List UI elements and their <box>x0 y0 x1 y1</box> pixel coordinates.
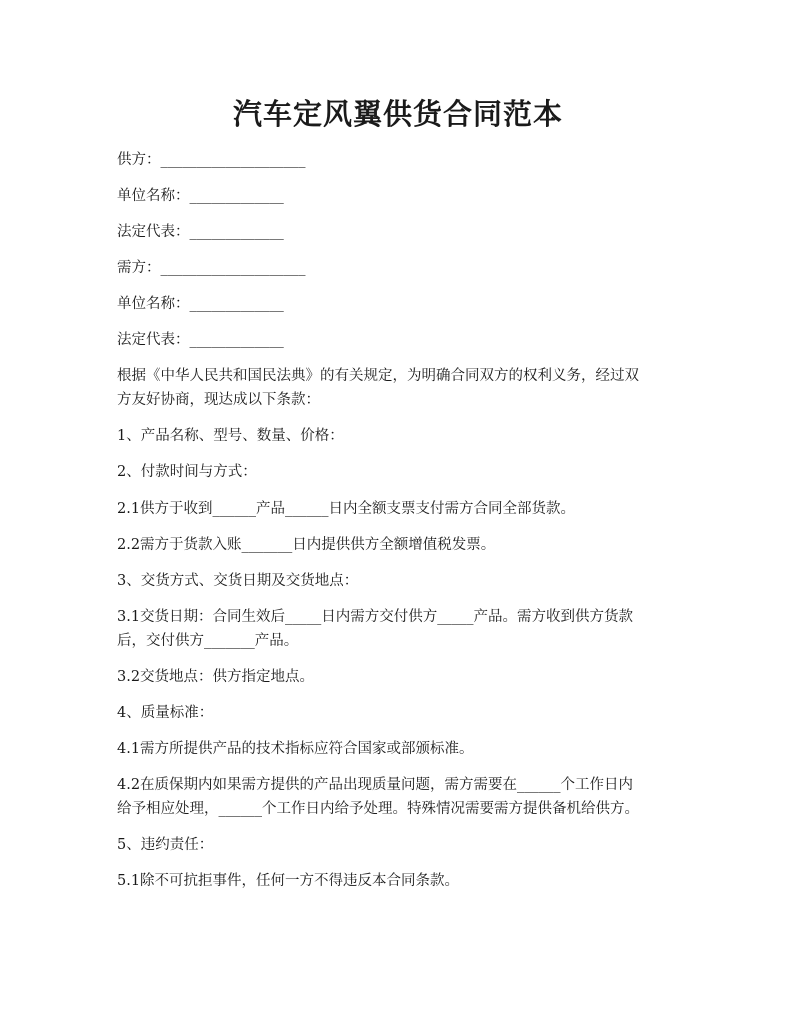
clause-3-1-line-1: 3.1交货日期：合同生效后_____日内需方交付供方_____产品。需方收到供方货款 <box>117 609 634 625</box>
supplier-unit-name-line: 单位名称：_____________ <box>117 188 284 204</box>
clause-5-heading: 5、违约责任： <box>117 837 214 853</box>
supplier-legal-rep-line: 法定代表：_____________ <box>117 224 284 240</box>
clause-2-1: 2.1供方于收到______产品______日内全额支票支付需方合同全部货款。 <box>117 501 576 517</box>
buyer-line: 需方：____________________ <box>117 260 306 276</box>
document-title: 汽车定风翼供货合同范本 <box>232 97 563 131</box>
clause-2-2: 2.2需方于货款入账_______日内提供供方全额增值税发票。 <box>117 537 496 553</box>
clause-3-heading: 3、交货方式、交货日期及交货地点： <box>117 573 359 589</box>
clause-4-2-line-1: 4.2在质保期内如果需方提供的产品出现质量问题，需方需要在______个工作日内 <box>117 777 634 793</box>
clause-4-heading: 4、质量标准： <box>117 705 214 721</box>
clause-1-heading: 1、产品名称、型号、数量、价格： <box>117 428 344 444</box>
clause-3-1-line-2: 后，交付供方_______产品。 <box>117 633 299 649</box>
preamble-line-1: 根据《中华人民共和国民法典》的有关规定，为明确合同双方的权利义务，经过双 <box>117 368 639 384</box>
supplier-line: 供方：____________________ <box>117 152 306 168</box>
clause-3-2: 3.2交货地点：供方指定地点。 <box>117 669 315 685</box>
clause-4-1: 4.1需方所提供产品的技术指标应符合国家或部颁标准。 <box>117 741 474 757</box>
preamble-line-2: 方友好协商，现达成以下条款： <box>117 392 320 408</box>
clause-2-heading: 2、付款时间与方式： <box>117 464 257 480</box>
buyer-unit-name-line: 单位名称：_____________ <box>117 296 284 312</box>
clause-5-1: 5.1除不可抗拒事件，任何一方不得违反本合同条款。 <box>117 873 460 889</box>
buyer-legal-rep-line: 法定代表：_____________ <box>117 332 284 348</box>
clause-4-2-line-2: 给予相应处理，______个工作日内给予处理。特殊情况需要需方提供备机给供方。 <box>117 801 639 817</box>
